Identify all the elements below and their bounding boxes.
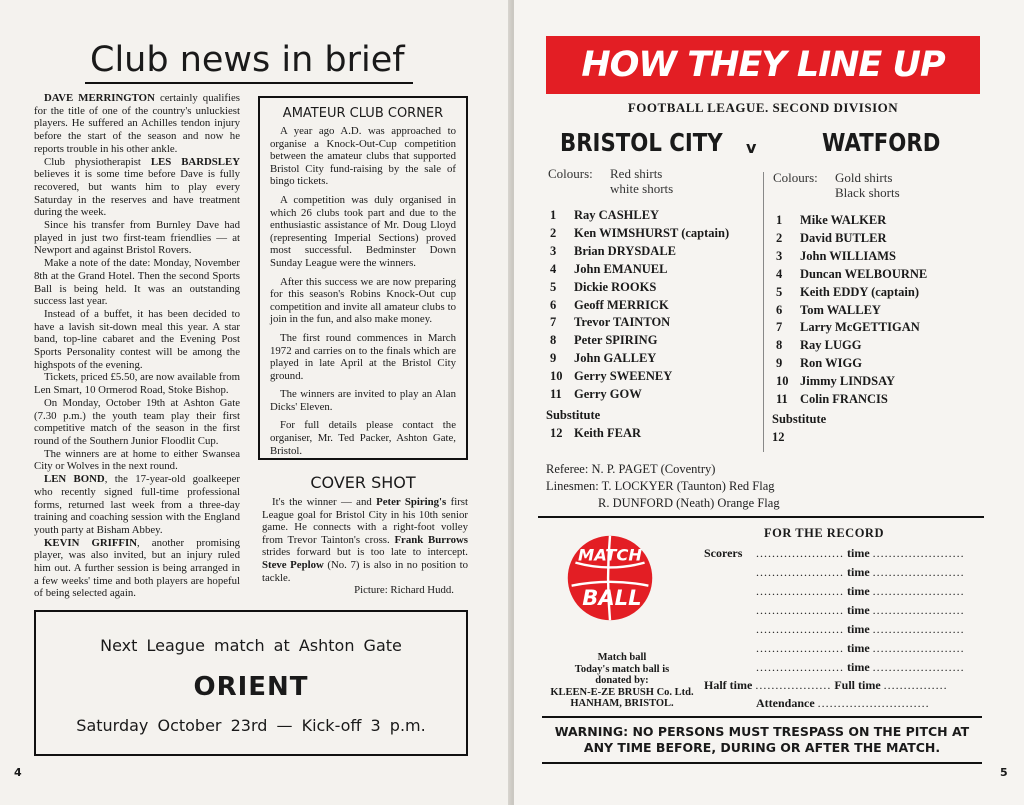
cover-bold-name: Peter Spiring's (376, 496, 447, 508)
referee: Referee: N. P. PAGET (Coventry) (546, 462, 716, 476)
news-text: Tickets, priced £5.50, are now available from Len Smart, 10 Ormerod Road, Stoke Bishop. (34, 371, 240, 397)
cover-bold-name: Steve Peplow (262, 558, 324, 571)
time-blank: ....................... (872, 584, 965, 598)
donor-line: KLEEN-E-ZE BRUSH Co. Ltd. (550, 686, 694, 698)
news-text: The winners are at home to either Swansea City or Wolves in the next round. (34, 447, 240, 473)
attendance-row (756, 696, 930, 711)
player-number: 8 (550, 333, 557, 348)
player-name: Brian DRYSDALE (574, 243, 677, 258)
player-row (550, 243, 729, 261)
time-label: time (847, 622, 870, 636)
player-name: Mike WALKER (800, 213, 887, 227)
cover-bold-name: Frank Burrows (394, 533, 468, 546)
club-news-paragraph (34, 473, 240, 537)
amateur-paragraph: A competition was duly organised in which 26 clubs took part and due to the enthusiastic assistance of Mr. Doug Lloyd (representing Imperial Sections) proved most successful. Bedminster Down Sunday League were the winners. (270, 193, 456, 269)
scorer-blank: ...................... (756, 660, 844, 674)
player-number: 1 (776, 213, 783, 227)
player-row (776, 248, 927, 266)
player-row (550, 297, 729, 315)
home-team-name: BRISTOL CITY (560, 128, 723, 157)
time-label: time (847, 584, 870, 598)
player-row (550, 386, 729, 404)
donor-line: Match ball (597, 652, 647, 663)
player-number: 10 (550, 369, 563, 384)
player-number: 4 (550, 261, 557, 276)
scorer-blank: ...................... (756, 565, 844, 579)
player-row (550, 279, 729, 297)
club-news-paragraph (34, 308, 240, 372)
player-name: Keith EDDY (captain) (800, 284, 919, 299)
news-text: On Monday, October 19th at Ashton Gate (7.30 p.m.) the youth team play their first competitive match of the season in the first round of the Southern Junior Floodlit Cup. (34, 396, 240, 447)
club-news-paragraph (34, 448, 240, 473)
player-name: Peter SPIRING (574, 333, 658, 348)
player-number: 2 (550, 225, 557, 240)
player-row (550, 314, 729, 332)
player-row (550, 261, 729, 279)
time-label: time (847, 641, 870, 655)
division-heading: FOOTBALL LEAGUE. SECOND DIVISION (627, 100, 899, 115)
linesman-1: Linesmen: T. LOCKYER (Taunton) Red Flag (546, 479, 775, 493)
player-row (776, 212, 927, 230)
player-name: David BUTLER (800, 230, 887, 245)
player-name: John EMANUEL (574, 261, 668, 276)
scorer-blank: ...................... (756, 622, 844, 636)
scorer-blank: ...................... (756, 641, 844, 655)
next-match-box (34, 610, 468, 756)
player-row (550, 368, 729, 386)
scorers-list (704, 544, 965, 677)
next-match-line: Next League match at Ashton Gate (100, 636, 402, 655)
cover-text-part: (No. 7) is also in no position to tackle. (262, 558, 468, 584)
colours-label: Colours: (548, 166, 593, 181)
donor-line: donated by: (595, 675, 649, 687)
amateur-paragraph: The first round commences in March 1972 and carries on to the finals which are played in late April at the Bristol City ground. (270, 331, 456, 382)
away-colours-value (835, 170, 900, 200)
warning-line: ANY TIME BEFORE, DURING OR AFTER THE MATCH. (583, 740, 941, 755)
player-row (776, 319, 927, 337)
news-text: believes it is some time before Dave is fully recovered, but wants him to play every Saturday in the reserves and have treatment during the week. (34, 168, 240, 219)
player-name: Gerry GOW (574, 387, 642, 402)
attendance-blank: ............................ (817, 696, 930, 710)
cover-text-part: first League goal for Bristol City in his 10th senior game. He connects with a right-foot volley from Trevor Tainton's cross. (262, 496, 469, 546)
player-name: Ray CASHLEY (574, 208, 660, 222)
attendance-label: Attendance (756, 696, 815, 710)
scorer-row (704, 544, 965, 563)
kickoff-line: Saturday October 23rd — Kick-off 3 p.m. (76, 716, 426, 735)
time-label: time (847, 660, 870, 674)
player-number: 3 (550, 243, 557, 258)
news-text: Club physiotherapist (44, 155, 151, 168)
player-name: John WILLIAMS (800, 248, 896, 263)
player-name: John GALLEY (574, 351, 657, 366)
news-text: , the 17-year-old goalkeeper who recently signed full-time professional forms, returned last week from a three-day training and coaching session with the England youth party at Bisham Abbey. (34, 473, 240, 536)
amateur-paragraph: A year ago A.D. was approached to organise a Knock-Out-Cup competition between the amateur clubs that supported Bristol City fund-raising by the sale of bingo tickets. (270, 125, 456, 188)
player-number: 4 (776, 266, 783, 281)
player-number: 11 (776, 392, 788, 407)
player-number: 2 (776, 230, 783, 245)
club-news-column (34, 92, 240, 600)
player-name: Jimmy LINDSAY (800, 374, 896, 389)
donor-line: HANHAM, BRISTOL. (570, 698, 674, 710)
half-time-row (704, 676, 948, 695)
news-text: Instead of a buffet, it has been decided to have a lavish sit-down meal this year. A star band, top-line cabaret and the Evening Post Sports Personality contest will be among the highspots of the evening. (34, 307, 240, 371)
time-blank: ....................... (872, 622, 965, 636)
half-time-label: Half time (704, 678, 753, 692)
cover-text-part: strides forward but is too late to intercept. (262, 546, 468, 559)
time-blank: ....................... (872, 565, 965, 579)
player-row (550, 207, 729, 225)
away-shirt-colour: Gold shirts (835, 170, 893, 185)
match-ball-logo (562, 530, 658, 626)
amateur-paragraph: For full details please contact the organiser, Mr. Ted Packer, Ashton Gate, Bristol. (270, 419, 456, 457)
player-row (550, 332, 729, 350)
full-time-blank: ................ (883, 678, 948, 692)
amateur-paragraph: The winners are invited to play an Alan Dicks' Eleven. (270, 388, 456, 413)
news-text: Since his transfer from Burnley Dave had played in just two first-team friendlies — at Newport and against Bristol Rovers. (34, 219, 240, 257)
time-blank: ....................... (872, 546, 965, 560)
donor-line: Today's match ball is (574, 663, 670, 675)
player-number: 11 (550, 387, 562, 402)
scorer-row (704, 601, 965, 620)
away-team-name: WATFORD (822, 128, 941, 157)
page-number-left: 4 (14, 766, 22, 779)
cover-text-part: It's the winner — and (272, 496, 377, 508)
trespass-warning (542, 724, 982, 756)
player-name: Tom WALLEY (800, 302, 881, 317)
scorers-label: Scorers (704, 546, 743, 560)
time-label: time (847, 603, 870, 617)
home-substitute (550, 426, 641, 441)
club-news-paragraph (34, 371, 240, 396)
player-number: 7 (550, 315, 557, 330)
away-shorts-colour: Black shorts (835, 185, 900, 200)
colours-label: Colours: (773, 170, 818, 185)
amateur-club-corner-body (270, 125, 456, 457)
player-number: 5 (776, 284, 783, 299)
home-colours (548, 166, 674, 196)
match-officials (546, 461, 780, 512)
player-number: 7 (776, 320, 783, 335)
player-row (776, 391, 927, 409)
player-row (776, 302, 927, 320)
news-bold-name: LEN BOND (44, 473, 105, 486)
picture-credit: Picture: Richard Hudd. (354, 584, 454, 597)
substitute-name: Keith FEAR (574, 426, 642, 440)
home-colours-value (610, 166, 673, 196)
scorer-blank: ...................... (756, 584, 844, 598)
warning-box (542, 716, 982, 764)
player-number: 8 (776, 338, 783, 353)
versus-label: v (746, 138, 757, 157)
full-time-label: Full time (834, 678, 881, 692)
news-bold-name: DAVE MERRINGTON (44, 92, 155, 104)
warning-line: WARNING: NO PERSONS MUST TRESPASS ON THE PITCH AT (554, 724, 970, 739)
scorer-row (704, 639, 965, 658)
scorer-row (704, 620, 965, 639)
linesman-2: R. DUNFORD (Neath) Orange Flag (598, 496, 780, 510)
news-bold-name: LES BARDSLEY (150, 155, 241, 168)
time-label: time (847, 565, 870, 579)
player-row (776, 355, 927, 373)
player-number: 9 (776, 356, 783, 371)
player-name: Colin FRANCIS (800, 392, 888, 407)
away-substitute (772, 430, 785, 445)
home-substitute-label: Substitute (546, 408, 601, 422)
news-text: , another promising player, was also invited, but an injury ruled him out. A further session is being arranged in a few weeks' time and both players are hopeful of being selected again. (34, 536, 240, 600)
home-shirt-colour: Red shirts (610, 166, 663, 181)
club-news-paragraph (34, 537, 240, 601)
club-news-paragraph (34, 92, 240, 156)
player-number: 6 (550, 297, 557, 312)
news-bold-name: KEVIN GRIFFIN (44, 536, 138, 549)
player-number: 9 (550, 351, 557, 366)
player-name: Duncan WELBOURNE (800, 266, 928, 281)
ball-logo-text: MATCH (577, 545, 643, 565)
player-row (776, 230, 927, 248)
scorer-blank: ...................... (756, 546, 844, 560)
line-up-banner: HOW THEY LINE UP (546, 36, 980, 94)
player-name: Larry McGETTIGAN (800, 320, 920, 335)
player-name: Gerry SWEENEY (574, 369, 673, 384)
cover-shot-text (262, 496, 468, 597)
away-players-list (776, 212, 927, 409)
news-text: Make a note of the date: Monday, November 8th at the Grand Hotel. Then the second Sports Ball is being held. It was an outstanding success last year. (34, 257, 240, 308)
time-label: time (847, 546, 870, 560)
player-number: 10 (776, 374, 789, 389)
substitute-number: 12 (772, 430, 785, 444)
right-page (514, 0, 1024, 805)
substitute-number: 12 (550, 426, 563, 440)
player-name: Dickie ROOKS (574, 279, 657, 294)
player-number: 6 (776, 302, 783, 317)
amateur-paragraph: After this success we are now preparing for this season's Robins Knock-Out cup competition and invite all amateur clubs to join in the fun, and also make money. (270, 275, 456, 326)
for-the-record-title: FOR THE RECORD (764, 526, 884, 540)
club-news-paragraph (34, 156, 240, 220)
player-row (776, 284, 927, 302)
next-opponent: ORIENT (193, 672, 309, 702)
club-news-paragraph (34, 257, 240, 308)
time-blank: ....................... (872, 641, 965, 655)
scorer-row (704, 563, 965, 582)
news-text: certainly qualifies for the title of one of the country's unluckiest players. He suffered an Achilles tendon injury before the start of the season and now he reports trouble in his other ankle. (34, 92, 240, 155)
half-time-blank: ................... (755, 678, 832, 692)
away-colours (773, 170, 900, 200)
player-name: Ron WIGG (800, 356, 862, 371)
player-row (776, 373, 927, 391)
home-shorts-colour: white shorts (610, 181, 674, 196)
ball-logo-text: BALL (582, 584, 642, 610)
player-row (776, 266, 927, 284)
time-blank: ....................... (872, 660, 965, 674)
scorer-row (704, 658, 965, 677)
player-name: Ken WIMSHURST (captain) (574, 225, 730, 240)
club-news-paragraph (34, 219, 240, 257)
player-number: 3 (776, 248, 783, 263)
column-divider (763, 172, 764, 452)
player-row (550, 350, 729, 368)
time-blank: ....................... (872, 603, 965, 617)
player-name: Ray LUGG (800, 338, 862, 353)
page-number-right: 5 (1000, 766, 1008, 779)
match-ball-donor (542, 652, 702, 710)
player-row (550, 225, 729, 243)
player-name: Geoff MERRICK (574, 297, 669, 312)
player-number: 1 (550, 208, 557, 222)
scorer-blank: ...................... (756, 603, 844, 617)
player-row (776, 337, 927, 355)
home-players-list (550, 207, 729, 404)
amateur-club-corner-title: AMATEUR CLUB CORNER (282, 106, 444, 121)
away-substitute-label: Substitute (772, 412, 827, 426)
title-rule (85, 82, 413, 84)
scorer-row (704, 582, 965, 601)
club-news-paragraph (34, 397, 240, 448)
player-name: Trevor TAINTON (574, 315, 671, 330)
cover-shot-title: COVER SHOT (310, 473, 416, 492)
amateur-club-corner-box (258, 96, 468, 460)
player-number: 5 (550, 279, 557, 294)
club-news-title: Club news in brief (90, 40, 405, 80)
cover-shot-paragraph (262, 496, 468, 584)
